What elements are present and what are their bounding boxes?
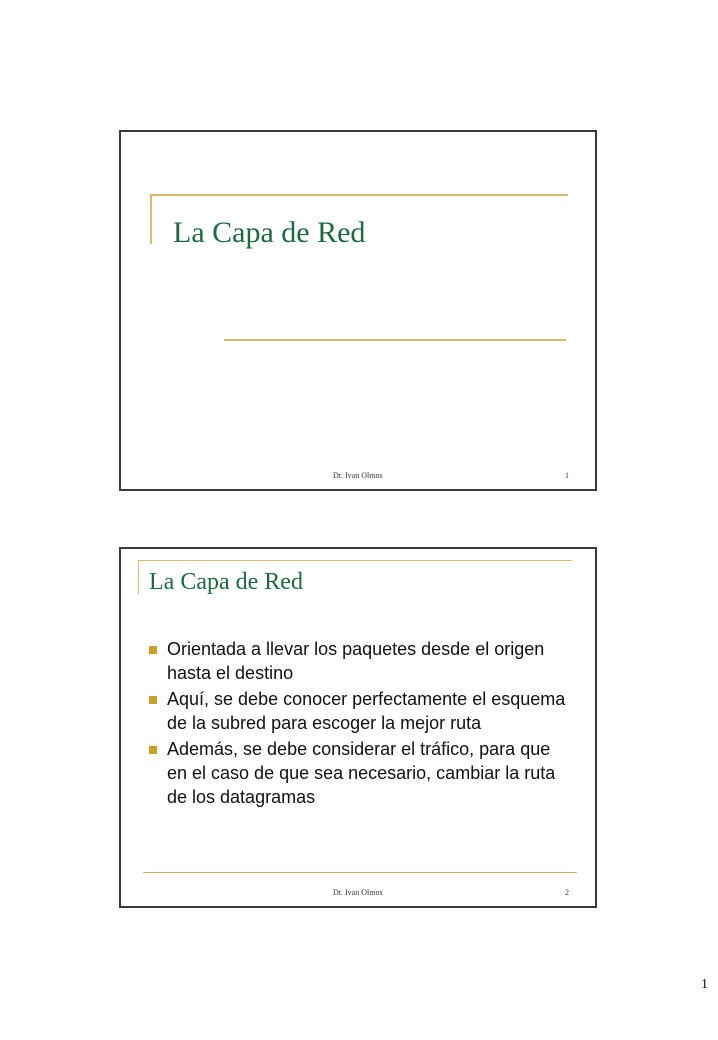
bullet-item (148, 637, 568, 685)
bullet-list (148, 637, 568, 811)
title-top-rule (138, 560, 572, 561)
slide-1 (119, 130, 597, 491)
title-top-rule (150, 194, 568, 196)
square-bullet-icon (149, 746, 157, 754)
slide-number: 2 (565, 888, 569, 897)
bullet-text: Además, se debe considerar el tráfico, para que en el caso de que sea necesario, cambiar la ruta de los datagramas (167, 739, 556, 807)
bullet-text: Orientada a llevar los paquetes desde el origen hasta el destino (167, 639, 545, 683)
title-left-rule (138, 560, 139, 594)
slide-2 (119, 547, 597, 908)
bullet-item (148, 687, 568, 735)
subtitle-rule (224, 339, 566, 341)
square-bullet-icon (149, 646, 157, 654)
footer-rule (143, 872, 577, 873)
bullet-text: Aquí, se debe conocer perfectamente el esquema de la subred para escoger la mejor ruta (167, 689, 566, 733)
slide-number: 1 (565, 471, 569, 480)
title-left-rule (150, 194, 152, 244)
slide-title: La Capa de Red (173, 216, 366, 249)
bullet-item (148, 737, 568, 809)
footer-author: Dr. Ivan Olmos (333, 888, 383, 897)
slide-title: La Capa de Red (149, 569, 303, 595)
square-bullet-icon (149, 696, 157, 704)
page-number: 1 (701, 977, 708, 992)
footer-author: Dr. Ivan Olmos (333, 471, 383, 480)
